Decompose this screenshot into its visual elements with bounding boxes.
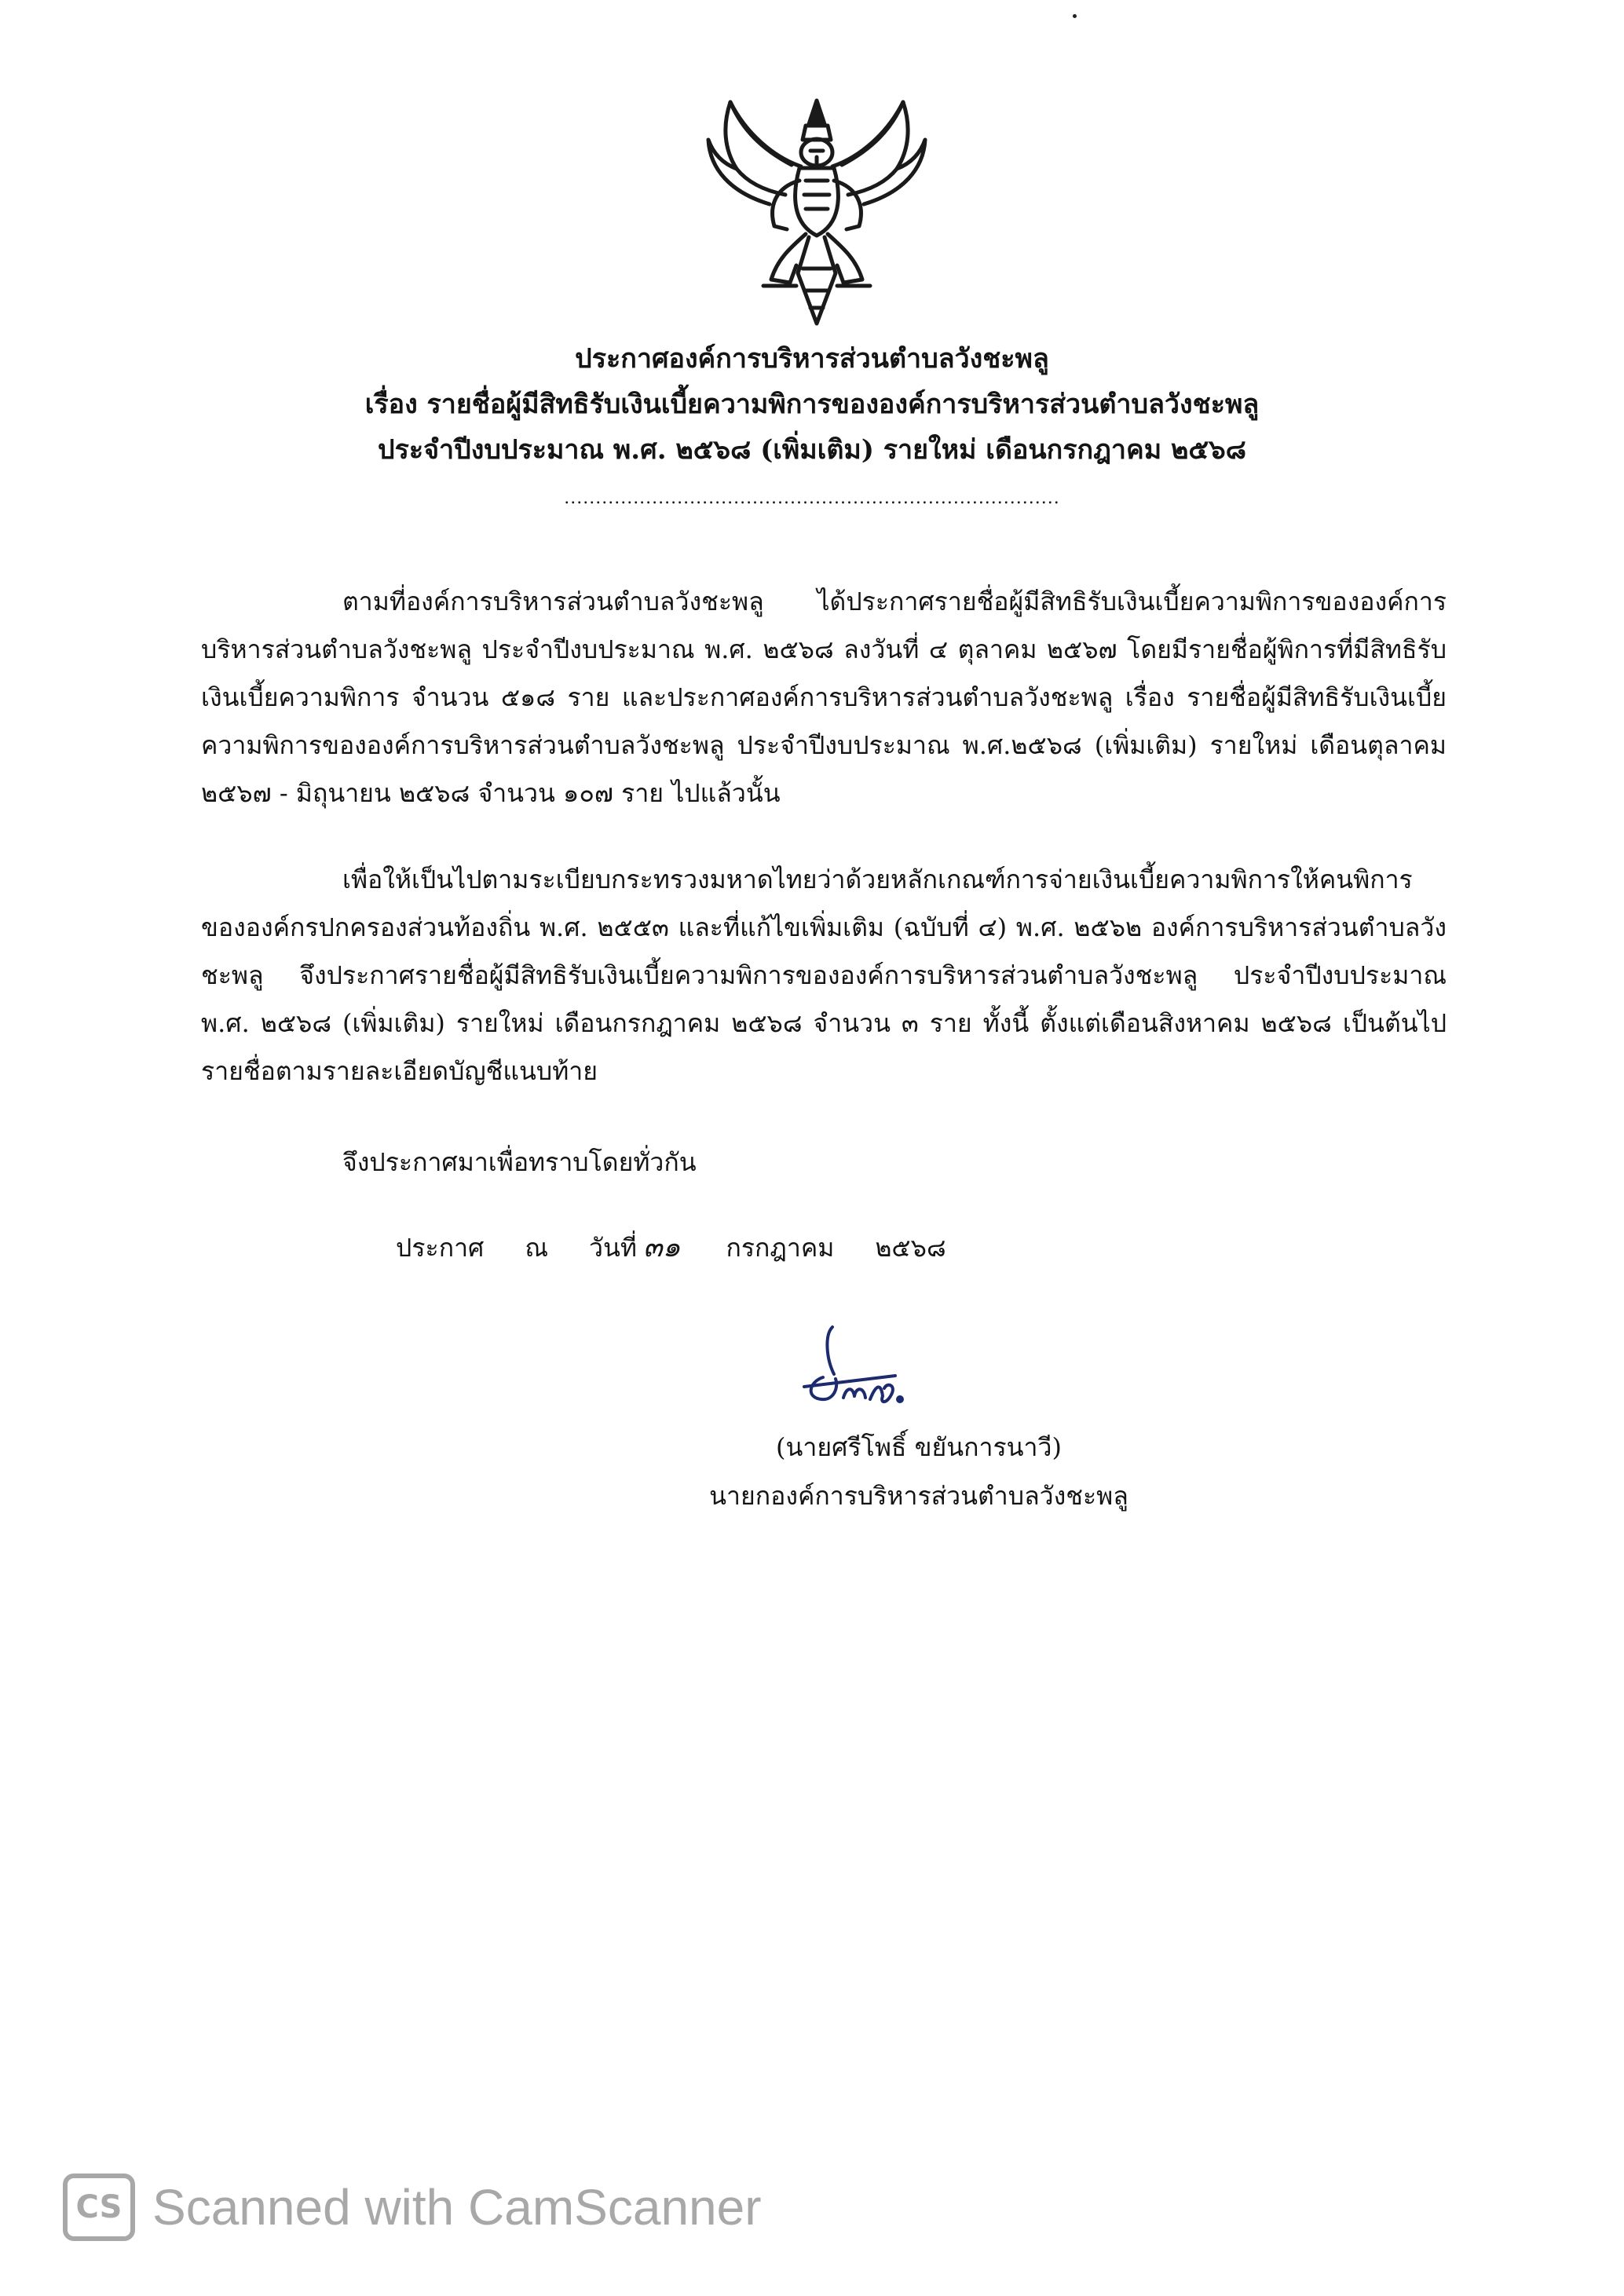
signer-block — [550, 1423, 1288, 1520]
date-year: ๒๕๖๘ — [875, 1233, 946, 1263]
closing-statement: จึงประกาศมาเพื่อทราบโดยทั่วกัน — [342, 1147, 697, 1177]
date-month: กรกฎาคม — [726, 1233, 835, 1263]
announcement-date — [396, 1223, 987, 1272]
signer-name: (นายศรีโพธิ์ ขยันการนาวี) — [776, 1432, 1062, 1462]
announcement-subject: เรื่อง รายชื่อผู้มีสิทธิรับเงินเบี้ยความพิการขององค์การบริหารส่วนตำบลวังชะพลู — [364, 389, 1260, 420]
date-at-label: ณ — [525, 1233, 549, 1263]
announcement-title: ประกาศองค์การบริหารส่วนตำบลวังชะพลู — [575, 343, 1049, 375]
camscanner-watermark — [63, 2174, 762, 2241]
signer-position: นายกองค์การบริหารส่วนตำบลวังชะพลู — [709, 1481, 1128, 1511]
date-day-value: ๓๑ — [642, 1231, 681, 1263]
date-announced-label: ประกาศ — [396, 1233, 485, 1263]
camscanner-logo-icon: CS — [63, 2174, 135, 2241]
dotted-separator: ............................................................................... — [564, 488, 1060, 508]
announcement-heading — [79, 336, 1545, 473]
paragraph-announcement: เพื่อให้เป็นไปตามระเบียบกระทรวงมหาดไทยว่าด้วยหลักเกณฑ์การจ่ายเงินเบี้ยความพิการให้คนพิการขององค์กรปกครองส่วนท้องถิ่น พ.ศ. ๒๕๕๓ และที่แก้ไขเพิ่มเติม (ฉบับที่ ๔) พ.ศ. ๒๕๖๒ องค์การบริหารส่วนตำบลวังชะพลู จึงประกาศรายชื่อผู้มีสิทธิรับเงินเบี้ยความพิการขององค์การบริหารส่วนตำบลวังชะพลู ประจำปีงบประมาณ พ.ศ. ๒๕๖๘ (เพิ่มเติม) รายใหม่ เดือนกรกฎาคม ๒๕๖๘ จำนวน ๓ ราย ทั้งนี้ ตั้งแต่เดือนสิงหาคม ๒๕๖๘ เป็นต้นไป รายชื่อตามรายละเอียดบัญชีแนบท้าย — [201, 865, 1447, 1086]
announcement-fiscal-year: ประจำปีงบประมาณ พ.ศ. ๒๕๖๘ (เพิ่มเติม) รายใหม่ เดือนกรกฎาคม ๒๕๖๘ — [378, 434, 1246, 466]
watermark-text: Scanned with CamScanner — [152, 2179, 762, 2236]
handwritten-signature-icon — [777, 1311, 927, 1421]
garuda-emblem-icon — [699, 94, 935, 330]
paragraph-background: ตามที่องค์การบริหารส่วนตำบลวังชะพลู ได้ประกาศรายชื่อผู้มีสิทธิรับเงินเบี้ยความพิการขององค์การบริหารส่วนตำบลวังชะพลู ประจำปีงบประมาณ พ.ศ. ๒๕๖๘ ลงวันที่ ๔ ตุลาคม ๒๕๖๗ โดยมีรายชื่อผู้พิการที่มีสิทธิรับเงินเบี้ยความพิการ จำนวน ๕๑๘ ราย และประกาศองค์การบริหารส่วนตำบลวังชะพลู เรื่อง รายชื่อผู้มีสิทธิรับเงินเบี้ยความพิการขององค์การบริหารส่วนตำบลวังชะพลู ประจำปีงบประมาณ พ.ศ.๒๕๖๘ (เพิ่มเติม) รายใหม่ เดือนตุลาคม ๒๕๖๗ - มิถุนายน ๒๕๖๘ จำนวน ๑๐๗ ราย ไปแล้วนั้น — [201, 587, 1447, 808]
scan-speck — [1073, 14, 1077, 18]
date-day-label: วันที่ — [589, 1233, 637, 1263]
